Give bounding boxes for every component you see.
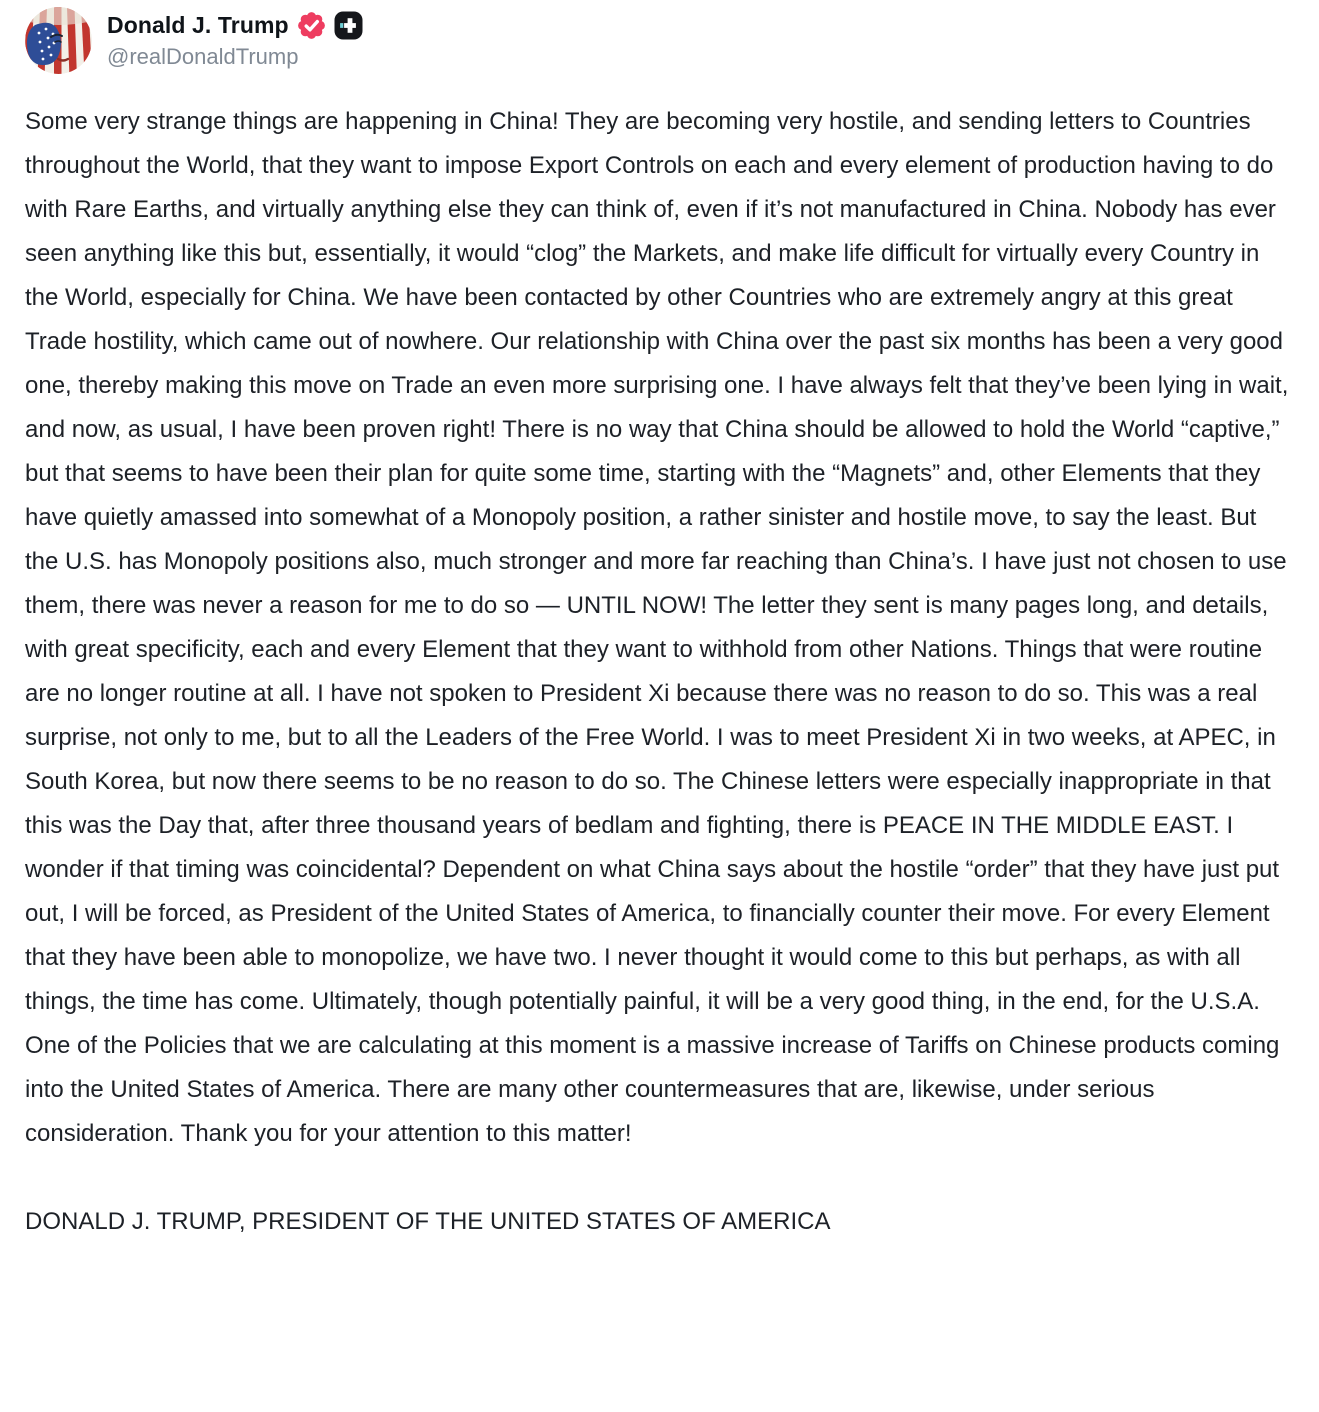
user-handle[interactable]: @realDonaldTrump (107, 44, 299, 69)
truth-plus-badge-icon (334, 11, 363, 40)
display-name[interactable]: Donald J. Trump (107, 12, 289, 38)
verified-badge-icon (298, 12, 325, 39)
flag-face-avatar-image (25, 7, 92, 74)
post-body (25, 100, 1294, 1244)
name-row (107, 11, 363, 40)
post-text: Some very strange things are happening in China! They are becoming very hostile, and sending letters to Countries throughout the World, that they want to impose Export Controls on each and every element of production having to do with Rare Earths, and virtually anything else they can think of, even if it’s not manufactured in China. Nobody has ever seen anything like this but, essentially, it would “clog” the Markets, and make life difficult for virtually every Country in the World, especially for China. We have been contacted by other Countries who are extremely angry at this great Trade hostility, which came out of nowhere. Our relationship with China over the past six months has been a very good one, thereby making this move on Trade an even more surprising one. I have always felt that they’ve been lying in wait, and now, as usual, I have been proven right! There is no way that China should be allowed to hold the World “captive,” but that seems to have been their plan for quite some time, starting with the “Magnets” and, other Elements that they have quietly amassed into somewhat of a Monopoly position, a rather sinister and hostile move, to say the least. But the U.S. has Monopoly positions also, much stronger and more far reaching than China’s. I have just not chosen to use them, there was never a reason for me to do so — UNTIL NOW! The letter they sent is many pages long, and details, with great specificity, each and every Element that they want to withhold from other Nations. Things that were routine are no longer routine at all. I have not spoken to President Xi because there was no reason to do so. This was a real surprise, not only to me, but to all the Leaders of the Free World. I was to meet President Xi in two weeks, at APEC, in South Korea, but now there seems to be no reason to do so. The Chinese letters were especially inappropriate in that this was the Day that, after three thousand years of bedlam and fighting, there is PEACE IN THE MIDDLE EAST. I wonder if that timing was coincidental? Dependent on what China says about the hostile “order” that they have just put out, I will be forced, as President of the United States of America, to financially counter their move. For every Element that they have been able to monopolize, we have two. I never thought it would come to this but perhaps, as with all things, the time has come. Ultimately, though potentially painful, it will be a very good thing, in the end, for the U.S.A. One of the Policies that we are calculating at this moment is a massive increase of Tariffs on Chinese products coming into the United States of America. There are many other countermeasures that are, likewise, under serious consideration. Thank you for your attention to this matter! (25, 108, 1296, 1147)
avatar[interactable] (25, 7, 92, 74)
identity-block (107, 11, 363, 70)
post-signature: DONALD J. TRUMP, PRESIDENT OF THE UNITED STATES OF AMERICA (25, 1208, 831, 1235)
post-header (25, 7, 1294, 74)
